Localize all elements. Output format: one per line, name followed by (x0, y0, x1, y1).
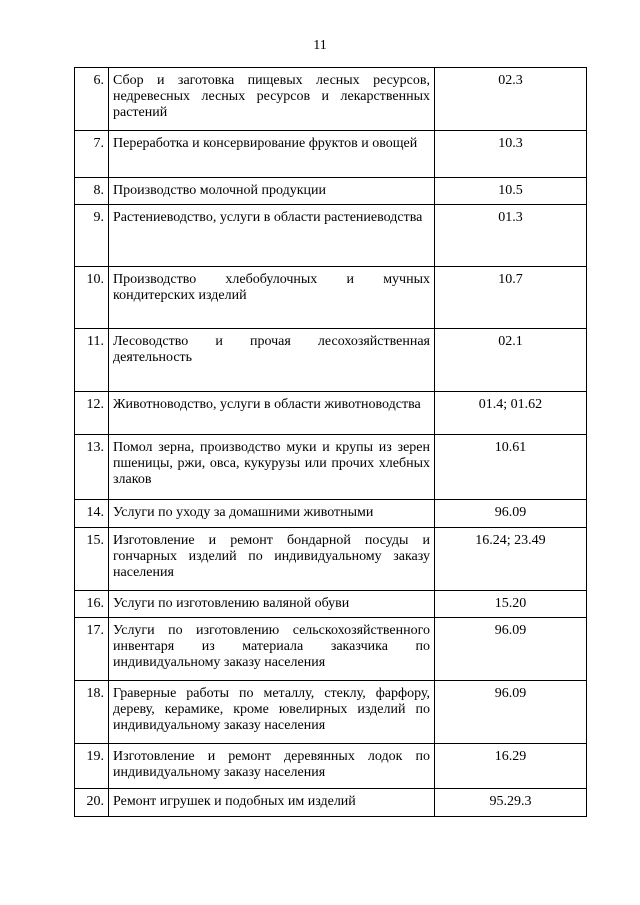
table-row (75, 178, 587, 205)
row-number: 8. (75, 178, 109, 205)
table-row (75, 392, 587, 435)
activity-name: Ремонт игрушек и подобных им изделий (109, 789, 435, 817)
activity-code: 10.61 (435, 435, 587, 500)
table-row (75, 267, 587, 329)
table-row (75, 500, 587, 528)
row-number: 9. (75, 205, 109, 267)
row-number: 16. (75, 591, 109, 618)
table-row (75, 131, 587, 178)
activity-name: Изготовление и ремонт бондарной посуды и гончарных изделий по индивидуальному заказу населения (109, 528, 435, 591)
activity-name: Услуги по уходу за домашними животными (109, 500, 435, 528)
activity-code: 01.3 (435, 205, 587, 267)
row-number: 19. (75, 744, 109, 789)
table-row (75, 681, 587, 744)
table-row (75, 329, 587, 392)
page-number: 11 (313, 38, 327, 53)
table-row (75, 528, 587, 591)
activity-name: Производство хлебобулочных и мучных кондитерских изделий (109, 267, 435, 329)
activity-name: Изготовление и ремонт деревянных лодок по индивидуальному заказу населения (109, 744, 435, 789)
activity-name: Переработка и консервирование фруктов и овощей (109, 131, 435, 178)
activity-code: 96.09 (435, 500, 587, 528)
table-row (75, 789, 587, 817)
row-number: 18. (75, 681, 109, 744)
activity-code: 96.09 (435, 618, 587, 681)
activity-name: Помол зерна, производство муки и крупы из зерен пшеницы, ржи, овса, кукурузы или прочих хлебных злаков (109, 435, 435, 500)
row-number: 13. (75, 435, 109, 500)
activity-name: Животноводство, услуги в области животноводства (109, 392, 435, 435)
row-number: 15. (75, 528, 109, 591)
activity-code: 15.20 (435, 591, 587, 618)
activity-name: Производство молочной продукции (109, 178, 435, 205)
row-number: 14. (75, 500, 109, 528)
activity-code: 10.7 (435, 267, 587, 329)
row-number: 6. (75, 68, 109, 131)
table-row (75, 435, 587, 500)
activity-code: 02.1 (435, 329, 587, 392)
activity-codes-table (74, 67, 587, 817)
row-number: 20. (75, 789, 109, 817)
activity-name: Граверные работы по металлу, стеклу, фарфору, дереву, керамике, кроме ювелирных изделий по индивидуальному заказу населения (109, 681, 435, 744)
table-row (75, 591, 587, 618)
activity-code: 02.3 (435, 68, 587, 131)
activity-name: Сбор и заготовка пищевых лесных ресурсов, недревесных лесных ресурсов и лекарственных растений (109, 68, 435, 131)
activity-code: 16.24; 23.49 (435, 528, 587, 591)
activity-name: Лесоводство и прочая лесохозяйственная деятельность (109, 329, 435, 392)
table-row (75, 618, 587, 681)
row-number: 10. (75, 267, 109, 329)
table-row (75, 744, 587, 789)
activity-name: Растениеводство, услуги в области растениеводства (109, 205, 435, 267)
activity-code: 10.3 (435, 131, 587, 178)
activity-code: 10.5 (435, 178, 587, 205)
row-number: 7. (75, 131, 109, 178)
activity-name: Услуги по изготовлению валяной обуви (109, 591, 435, 618)
table-row (75, 68, 587, 131)
table-row (75, 205, 587, 267)
row-number: 11. (75, 329, 109, 392)
activity-code: 16.29 (435, 744, 587, 789)
activity-code: 01.4; 01.62 (435, 392, 587, 435)
row-number: 12. (75, 392, 109, 435)
activity-name: Услуги по изготовлению сельскохозяйственного инвентаря из материала заказчика по индивидуальному заказу населения (109, 618, 435, 681)
activity-code: 95.29.3 (435, 789, 587, 817)
row-number: 17. (75, 618, 109, 681)
activity-code: 96.09 (435, 681, 587, 744)
